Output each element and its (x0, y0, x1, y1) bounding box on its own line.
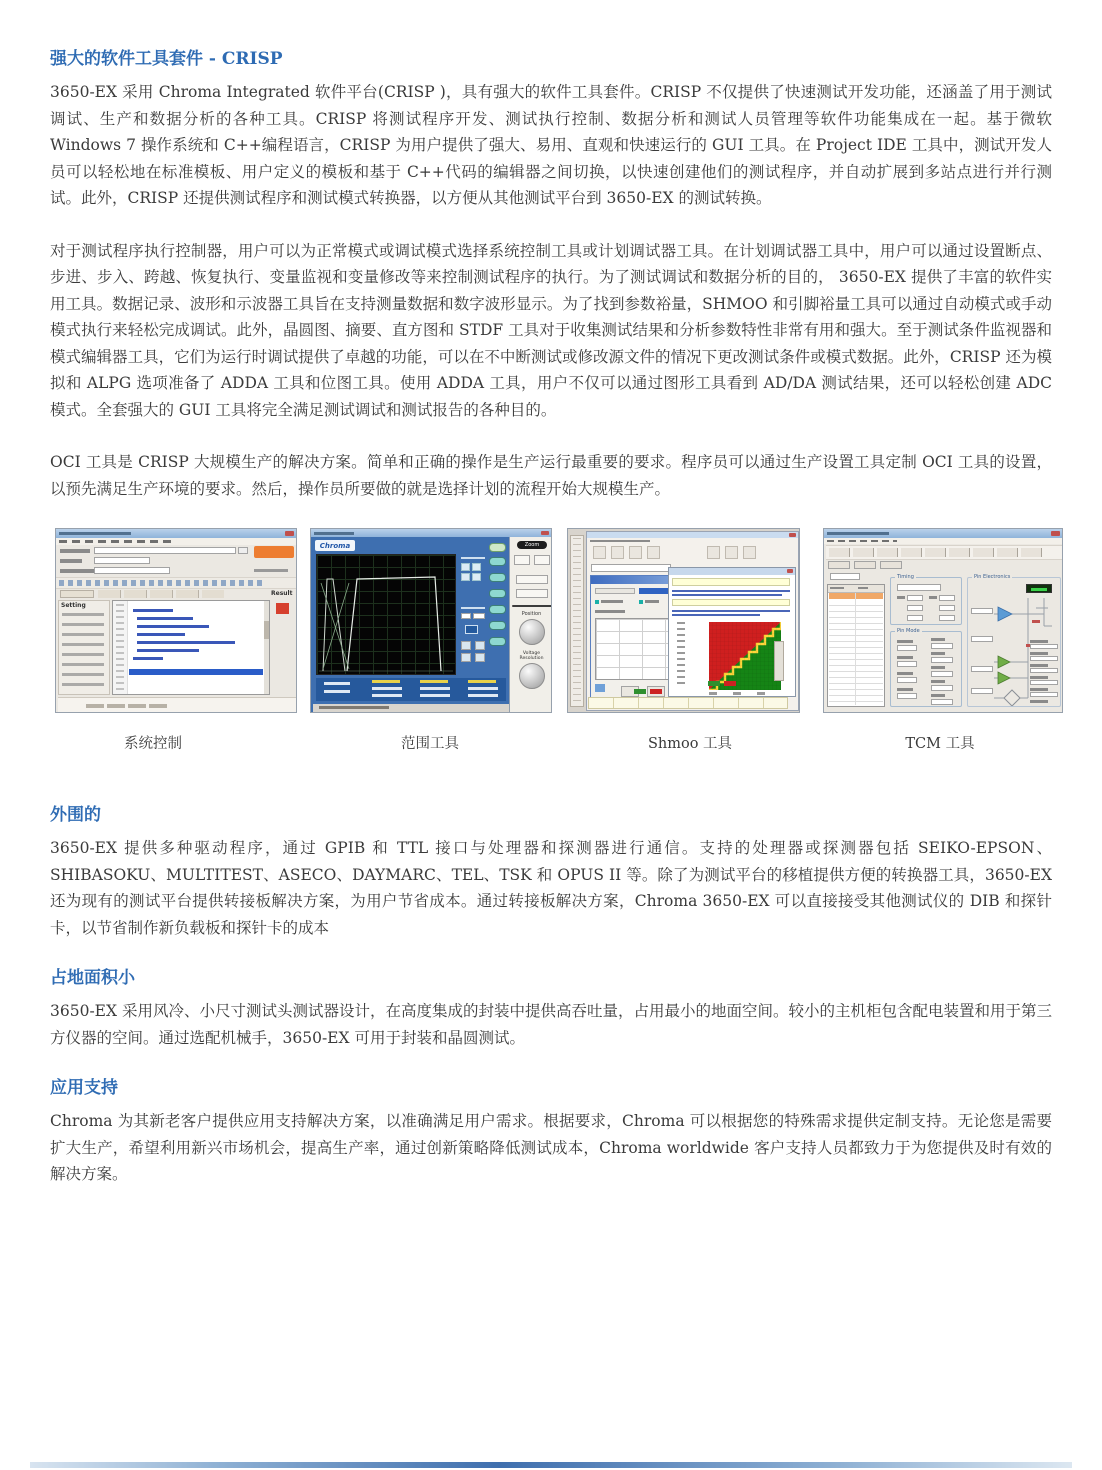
field-label-bar (897, 688, 913, 691)
toolbar-icon (743, 546, 756, 559)
offline-button (254, 546, 294, 558)
output-tabs-bars (86, 704, 170, 708)
channel-pill-button (489, 637, 506, 646)
pin-table-header (828, 585, 884, 593)
section-heading-crisp: 强大的软件工具套件 - CRISP (50, 49, 283, 69)
close-icon (787, 569, 793, 573)
setting-label: Setting (61, 602, 86, 609)
window-title-bar (827, 532, 889, 535)
menubar (824, 538, 1063, 544)
readout-header-bar (372, 680, 400, 683)
result-cells-row (588, 697, 788, 709)
readout-bar (324, 690, 350, 693)
settings-panel (58, 600, 110, 695)
datasheet-page (50, 48, 1052, 1214)
address-field (591, 564, 671, 572)
readout-header-bar (468, 680, 496, 683)
window-titlebar (587, 532, 798, 538)
caption-tcm-tool: TCM 工具 (905, 736, 975, 752)
run-pill-button (489, 543, 506, 552)
pin-mode-label: Pin Mode (897, 628, 920, 634)
pass-legend-chip (708, 681, 720, 686)
pe-field (1030, 644, 1058, 649)
pe-input (971, 608, 993, 614)
line-number-gutter (113, 601, 128, 694)
field-label-bar (60, 549, 90, 553)
pin-mode-input (931, 685, 953, 691)
pe-input (971, 688, 993, 694)
side-list-panel (570, 535, 584, 707)
check-icon (639, 600, 643, 604)
panel-label-bar (461, 557, 485, 559)
readout-bar (372, 694, 402, 697)
log-text-bar (672, 594, 782, 596)
tab-strip (98, 590, 224, 598)
pe-input (971, 666, 993, 672)
group-label-bar (595, 610, 625, 613)
timing-input (939, 605, 955, 611)
window-title-bar (59, 532, 131, 535)
code-line-bar (137, 617, 193, 620)
field-label-bar (897, 596, 905, 599)
chroma-logo-text: Chroma (319, 542, 351, 550)
field-label-bar (1030, 700, 1048, 703)
scroll-column (774, 641, 784, 681)
scrollbar-thumb (264, 621, 269, 639)
timing-groupbox (890, 574, 962, 625)
trigger-box (465, 625, 478, 634)
window-titlebar (669, 568, 795, 575)
pin-mode-input (931, 671, 953, 677)
timing-label: Timing (897, 574, 914, 580)
position-label: Position (521, 611, 542, 617)
toolbar-icons (59, 580, 263, 586)
section-heading-support: 应用支持 (50, 1078, 118, 1098)
toolbar-icon (647, 546, 660, 559)
zoom-out-button (534, 555, 550, 565)
arrow-button (475, 653, 485, 662)
channel-pill-button (489, 557, 506, 566)
equipment-type-input (94, 567, 170, 574)
line-numbers (116, 604, 124, 690)
channel-pill-button (489, 573, 506, 582)
setting-option-bars (62, 613, 104, 689)
pe-field (1030, 656, 1058, 661)
waveform-traces (317, 555, 455, 674)
result-label: Result (271, 590, 293, 597)
readout-bar (372, 687, 402, 690)
info-row (672, 578, 790, 586)
pin-mode-input (931, 657, 953, 663)
fail-result-indicator (276, 603, 289, 614)
readout-bar (468, 687, 498, 690)
field-label-bar (1030, 676, 1048, 679)
channel-pill-button (489, 589, 506, 598)
window-title-bar (314, 532, 354, 535)
waveform-display (316, 554, 456, 675)
arrow-button (475, 641, 485, 650)
field-label-bar (60, 559, 82, 563)
menubar (56, 538, 297, 545)
close-icon (789, 533, 796, 537)
pe-field (1030, 668, 1058, 673)
chroma-logo (315, 540, 355, 551)
menu-text-bars (827, 540, 897, 542)
pin-mode-groupbox (890, 628, 962, 707)
toolbar (56, 577, 297, 589)
caption-scope-tool: 范围工具 (401, 736, 459, 752)
option-label-bar (601, 600, 623, 603)
close-icon (285, 531, 294, 536)
pin-mode-input (897, 693, 917, 699)
toolbar-icon (629, 546, 642, 559)
toolbar-icon (611, 546, 624, 559)
pin-electronics-label: Pin Electronics (974, 574, 1011, 580)
row-selector (595, 684, 605, 692)
check-icon (595, 600, 599, 604)
binding-stop-label-bar (254, 569, 288, 572)
system-control-screenshot (55, 528, 297, 713)
log-text-bar (672, 590, 790, 592)
list-rows (573, 538, 581, 702)
toolbar-icon (725, 546, 738, 559)
column-header-bar (830, 587, 844, 589)
small-toolbar-button (828, 561, 850, 569)
selected-pin-row (829, 593, 883, 599)
site-dropdown (830, 573, 860, 580)
section-heading-peripheral: 外围的 (50, 805, 101, 825)
arrow-button (461, 641, 471, 650)
fail-legend-chip (724, 681, 736, 686)
small-toolbar-button (880, 561, 902, 569)
toolbar (826, 545, 1062, 560)
timing-set-dropdown (897, 584, 941, 591)
code-editor (112, 600, 270, 695)
measurement-readout (316, 678, 506, 701)
log-text-bar (672, 614, 760, 616)
file-map-input (94, 557, 150, 564)
grid-button (472, 573, 481, 581)
selected-code-row (129, 669, 263, 675)
pass-legend-chip (634, 689, 646, 694)
field-label-bar (931, 638, 945, 641)
field-label-bar (1030, 688, 1048, 691)
menu-text-bars (59, 540, 171, 543)
window-titlebar (311, 529, 551, 537)
vertical-button (516, 589, 548, 598)
tool-screenshots-row (50, 528, 1052, 714)
field-label-bar (1030, 664, 1048, 667)
field-label-bar (1030, 640, 1048, 643)
menu-text-bars (590, 540, 650, 542)
field-label-bar (931, 666, 945, 669)
test-program-input (94, 547, 236, 554)
timing-input (939, 615, 955, 621)
pe-field (1030, 692, 1058, 697)
readout-header-bar (420, 680, 448, 683)
small-box (473, 613, 485, 619)
panel-label-bar (461, 607, 485, 609)
channel-pill-button (489, 621, 506, 630)
field-label-bar (60, 569, 94, 573)
tcm-tool-screenshot (823, 528, 1063, 713)
pin-mode-input (897, 677, 917, 683)
channel-pill-button (489, 605, 506, 614)
fail-legend-chip (650, 689, 662, 694)
scope-status-bar (313, 704, 509, 712)
close-icon (1051, 531, 1060, 536)
log-text-bar (672, 610, 790, 612)
output-strip (58, 697, 296, 713)
pin-mode-input (931, 699, 953, 705)
dropdown-icon (238, 547, 248, 554)
mode-dropdown (595, 588, 635, 594)
pin-mode-input (931, 643, 953, 649)
voltage-resolution-knob (519, 663, 545, 689)
timing-input (939, 595, 955, 601)
code-line-bar (137, 649, 199, 652)
shmoo-tool-screenshot (567, 528, 800, 713)
readout-bar (324, 682, 350, 685)
status-text-bar (319, 706, 389, 709)
pe-input (971, 636, 993, 642)
close-icon (541, 531, 549, 535)
timing-input (907, 615, 923, 621)
pe-field (1030, 680, 1058, 685)
scope-side-panel (509, 537, 552, 713)
readout-bar (468, 694, 498, 697)
screenshot-captions-row (50, 726, 1052, 760)
toolbar-buttons (829, 548, 1043, 557)
support-paragraph: Chroma 为其新老客户提供应用支持解决方案，以准确满足用户需求。根据要求，Chroma 可以根据您的特殊需求提供定制支持。无论您是需要扩大生产，希望利用新兴市场机会，提高生产率，通过创新策略降低测试成本，Chroma worldwide 客户支持人员都致力于为您提供及时有效的解决方案。 (50, 1112, 1052, 1183)
column-header-bar (858, 587, 868, 589)
field-label-bar (929, 596, 937, 599)
scope-tool-screenshot (310, 528, 552, 713)
field-label-bar (1030, 652, 1048, 655)
pin-table (827, 584, 885, 707)
small-toolbar-button (854, 561, 876, 569)
horizontal-button (516, 575, 548, 584)
option-label-bar (645, 600, 659, 603)
shmoo-plot (709, 622, 781, 690)
crisp-paragraph-2: 对于测试程序执行控制器，用户可以为正常模式或调试模式选择系统控制工具或计划调试器工具。在计划调试器工具中，用户可以通过设置断点、步进、步入、跨越、恢复执行、变量监视和变量修改等来控制测试程序的执行。为了测试调试和数据分析的目的， 3650-EX 提供了丰富的软件实用工具。数据记录、波形和示波器工具旨在支持测量数据和数字波形显示。为了找到参数裕量，SHMOO 和引脚裕量工具可以通过自动模式或手动模式执行来轻松完成调试。此外，晶圆图、摘要、直方图和 STDF 工具对于收集测试结果和分析参数特性非常有用和强大。至于测试条件监视器和模式编辑器工具，它们为运行时调试提供了卓越的功能，可以在不中断测试或修改源文件的情况下更改测试条件或模式数据。此外，CRISP 还为模拟和 ALPG 选项准备了 ADDA 工具和位图工具。使用 ADDA 工具，用户不仅可以通过图形工具看到 AD/DA 测试结果，还可以轻松创建 ADC 模式。全套强大的 GUI 工具将完全满足测试调试和测试报告的各种目的。 (50, 241, 1052, 419)
crisp-paragraph-3: OCI 工具是 CRISP 大规模生产的解决方案。简单和正确的操作是生产运行最重要的要求。程序员可以通过生产设置工具定制 OCI 工具的设置，以预先满足生产环境的要求。然后，操作员所要做的就是选择计划的流程开始大规模生产。 (50, 453, 1052, 498)
y-axis-tick-bars (677, 622, 685, 688)
grid-button (461, 563, 470, 571)
panel-divider (512, 605, 552, 607)
timing-input (907, 595, 923, 601)
zoom-in-button (514, 555, 530, 565)
field-label-bar (897, 640, 913, 643)
footprint-paragraph: 3650-EX 采用风冷、小尺寸测试头测试器设计，在高度集成的封装中提供高吞吐量，占用最小的地面空间。较小的主机柜包含配电装置和用于第三方仪器的空间。通过选配机械手，3650-EX 可用于封装和晶圆测试。 (50, 1002, 1052, 1047)
scrollbar (264, 601, 269, 694)
pin-rows (829, 600, 883, 704)
field-label-bar (931, 694, 945, 697)
crisp-paragraph-1: 3650-EX 采用 Chroma Integrated 软件平台(CRISP )，具有强大的软件工具套件。CRISP 不仅提供了快速测试开发功能，还涵盖了用于测试调试、生产和数据分析的各种工具。CRISP 将测试程序开发、测试执行控制、数据分析和测试人员管理等软件功能集成在一起。基于微软 Windows 7 操作系统和 C++编程语言，CRISP 为用户提供了强大、易用、直观和快速运行的 GUI 工具。在 Project IDE 工具中，测试开发人员可以轻松地在标准模板、用户定义的模板和基于 C++代码的编辑器之间切换，以快速创建他们的测试程序，并自动扩展到多站点进行并行测试。此外，CRISP 还提供测试程序和测试模式转换器，以方便从其他测试平台到 3650-EX 的测试转换。 (50, 83, 1052, 207)
section-heading-footprint: 占地面积小 (50, 968, 135, 988)
caption-system-control: 系统控制 (124, 736, 182, 752)
position-knob (519, 619, 545, 645)
x-axis-tick-bars (709, 692, 781, 695)
timing-input (907, 605, 923, 611)
window-titlebar (824, 529, 1062, 538)
grid-button (461, 573, 470, 581)
pin-electronics-groupbox (967, 574, 1061, 707)
toolbar-icon (593, 546, 606, 559)
field-label-bar (897, 672, 913, 675)
zoom-label: Zoom (524, 542, 540, 548)
field-label-bar (931, 680, 945, 683)
column-divider (855, 593, 856, 705)
info-row (672, 599, 790, 606)
readout-bar (420, 687, 450, 690)
code-line-bar (133, 657, 163, 660)
field-label-bar (931, 652, 945, 655)
voltage-resolution-label: Voltage Resolution (519, 651, 544, 661)
code-line-bar (133, 609, 173, 612)
footer-accent-bar (30, 1462, 1072, 1468)
zoom-header (517, 541, 547, 549)
peripheral-paragraph: 3650-EX 提供多种驱动程序，通过 GPIB 和 TTL 接口与处理器和探测器进行通信。支持的处理器或探测器包括 SEIKO-EPSON、SHIBASOKU、MULTITEST、ASECO、DAYMARC、TEL、TSK 和 OPUS II 等。除了为测试平台的移植提供方便的转换器工具，3650-EX 还为现有的测试平台提供转接板解决方案，为用户节省成本。通过转接板解决方案，Chroma 3650-EX 可以直接接受其他测试仪的 DIB 和探针卡，以节省制作新负载板和探针卡的成本 (50, 839, 1052, 937)
readout-bar (420, 694, 450, 697)
pin-mode-input (897, 645, 917, 651)
tab (60, 590, 94, 598)
code-line-bar (137, 633, 185, 636)
arrow-button (461, 653, 471, 662)
small-box (461, 613, 471, 619)
caption-shmoo-tool: Shmoo 工具 (647, 736, 733, 752)
grid-button (472, 563, 481, 571)
field-label-bar (897, 656, 913, 659)
pin-mode-input (897, 661, 917, 667)
window-titlebar (56, 529, 296, 538)
code-line-bar (137, 625, 209, 628)
toolbar-icon (707, 546, 720, 559)
code-line-bar (137, 641, 235, 644)
